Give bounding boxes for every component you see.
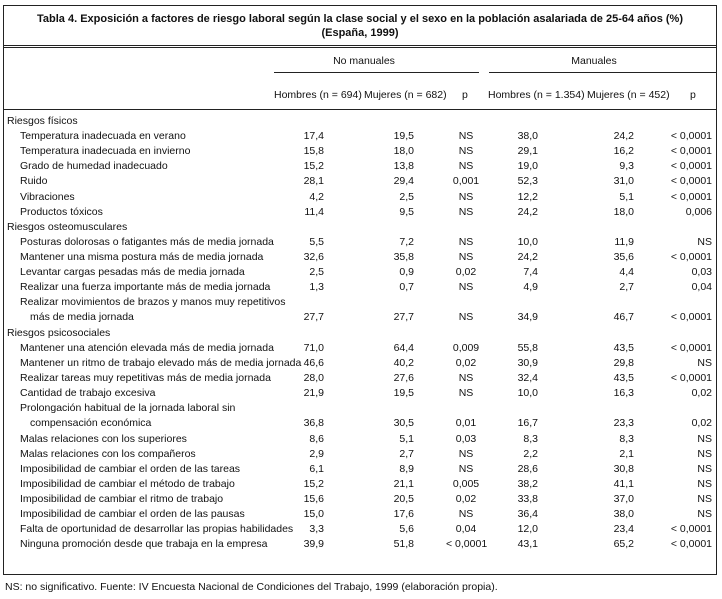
table-row <box>4 492 716 507</box>
col-header-hombres-m: Hombres (n = 1.354) <box>488 89 585 101</box>
row-label <box>20 401 235 431</box>
cell-p-m: NS <box>697 462 712 475</box>
cell-p-m: < 0,0001 <box>670 311 712 324</box>
cell-p-m: < 0,0001 <box>670 523 712 536</box>
row-label <box>20 205 103 220</box>
cell-hombres-nm: 46,6 <box>303 356 324 369</box>
cell-hombres-nm: 4,2 <box>309 190 324 203</box>
row-label-line-2: más de media jornada <box>30 311 134 324</box>
cell-p-m: 0,02 <box>691 417 712 430</box>
cell-mujeres-nm: 51,8 <box>393 538 414 551</box>
row-label-line: Mantener un ritmo de trabajo elevado más de media jornada <box>20 356 302 369</box>
group-underline-no-manuales <box>274 72 479 73</box>
table-row <box>4 371 716 386</box>
cell-hombres-m: 28,6 <box>517 462 538 475</box>
cell-hombres-m: 8,3 <box>523 432 538 445</box>
cell-hombres-m: 52,3 <box>517 175 538 188</box>
cell-p-m: NS <box>697 447 712 460</box>
table-row <box>4 265 716 280</box>
row-label <box>20 129 186 144</box>
row-label <box>20 432 187 447</box>
cell-mujeres-nm: 2,5 <box>399 190 414 203</box>
divider-title-double <box>4 47 716 48</box>
row-label <box>20 159 168 174</box>
cell-p-nm: 0,02 <box>455 266 477 278</box>
cell-hombres-nm: 39,9 <box>303 538 324 551</box>
table-row <box>4 159 716 174</box>
cell-p-nm: 0,02 <box>455 493 477 506</box>
row-label <box>20 537 268 552</box>
cell-hombres-m: 34,9 <box>517 311 538 324</box>
cell-hombres-m: 16,7 <box>517 417 538 430</box>
group-header-no-manuales: No manuales <box>333 55 395 67</box>
cell-mujeres-m: 16,2 <box>613 145 634 158</box>
row-label <box>20 477 235 492</box>
cell-p-m: NS <box>697 356 712 369</box>
cell-p-m: < 0,0001 <box>670 372 712 384</box>
cell-hombres-m: 38,0 <box>517 130 538 143</box>
cell-hombres-nm: 2,9 <box>309 447 324 460</box>
cell-p-m: NS <box>697 508 712 521</box>
cell-mujeres-nm: 29,4 <box>393 175 414 188</box>
cell-hombres-m: 30,9 <box>517 356 538 369</box>
cell-mujeres-m: 43,5 <box>613 372 634 384</box>
table-row <box>4 432 716 447</box>
cell-mujeres-nm: 8,9 <box>399 462 414 475</box>
cell-p-nm: NS <box>458 160 474 173</box>
row-label-line-2: compensación económica <box>30 417 152 430</box>
cell-p-m: < 0,0001 <box>670 175 712 188</box>
cell-p-nm: 0,04 <box>455 523 477 536</box>
row-label-line: Imposibilidad de cambiar el método de trabajo <box>20 478 235 490</box>
row-label-line: Riesgos osteomusculares <box>7 220 128 233</box>
section-header <box>4 220 716 235</box>
title-line-1: Tabla 4. Exposición a factores de riesgo laboral según la clase social y el sexo en la población asalariada de 25-64 años (%) <box>37 13 683 25</box>
cell-hombres-m: 24,2 <box>517 250 538 263</box>
cell-hombres-m: 29,1 <box>517 145 538 158</box>
cell-p-nm: NS <box>458 447 474 460</box>
cell-hombres-m: 38,2 <box>517 478 538 490</box>
cell-hombres-nm: 3,3 <box>309 523 324 536</box>
cell-mujeres-nm: 2,7 <box>399 447 414 460</box>
row-label-line: Malas relaciones con los compañeros <box>20 447 196 460</box>
cell-p-m: NS <box>697 493 712 506</box>
cell-p-m: NS <box>697 235 712 248</box>
row-label <box>20 250 263 265</box>
section-label <box>7 220 127 235</box>
table-row <box>4 537 716 552</box>
table-frame <box>3 5 717 575</box>
row-label-line: Imposibilidad de cambiar el ritmo de trabajo <box>20 493 224 506</box>
cell-p-nm: 0,009 <box>452 341 480 354</box>
cell-mujeres-m: 37,0 <box>613 493 634 506</box>
cell-p-m: NS <box>697 432 712 445</box>
col-header-hombres-nm: Hombres (n = 694) <box>274 89 362 101</box>
row-label <box>20 492 223 507</box>
section-header <box>4 326 716 341</box>
cell-hombres-m: 55,8 <box>517 341 538 354</box>
cell-p-nm: NS <box>458 387 474 400</box>
cell-hombres-nm: 6,1 <box>309 462 324 475</box>
cell-mujeres-nm: 21,1 <box>393 478 414 490</box>
row-label-line: Posturas dolorosas o fatigantes más de media jornada <box>20 235 274 248</box>
cell-mujeres-m: 11,9 <box>614 235 634 248</box>
cell-hombres-nm: 21,9 <box>303 387 324 400</box>
cell-mujeres-m: 24,2 <box>613 130 634 143</box>
table-row <box>4 447 716 462</box>
cell-hombres-nm: 1,3 <box>309 281 324 294</box>
cell-p-nm: NS <box>458 462 474 475</box>
row-label-line: Cantidad de trabajo excesiva <box>20 387 156 400</box>
row-label <box>20 447 196 462</box>
cell-mujeres-m: 31,0 <box>613 175 634 188</box>
group-underline-manuales <box>489 72 716 73</box>
cell-hombres-nm: 32,6 <box>303 250 324 263</box>
cell-hombres-m: 12,2 <box>517 190 538 203</box>
row-label-line: Realizar movimientos de brazos y manos muy repetitivos <box>20 296 286 309</box>
cell-mujeres-m: 41,1 <box>613 478 634 490</box>
title-line-2: (España, 1999) <box>321 27 399 39</box>
cell-mujeres-m: 5,1 <box>619 190 634 203</box>
cell-mujeres-nm: 27,6 <box>393 372 414 384</box>
col-header-mujeres-nm: Mujeres (n = 682) <box>364 89 447 101</box>
cell-hombres-m: 33,8 <box>517 493 538 506</box>
cell-hombres-m: 10,0 <box>517 387 538 400</box>
cell-p-m: < 0,0001 <box>670 538 712 551</box>
table-row <box>4 462 716 477</box>
row-label <box>20 341 274 356</box>
cell-mujeres-nm: 0,9 <box>399 266 414 278</box>
cell-p-nm: NS <box>458 130 474 143</box>
row-label <box>20 462 240 477</box>
cell-mujeres-nm: 30,5 <box>393 417 414 430</box>
cell-hombres-nm: 71,0 <box>303 341 324 354</box>
cell-mujeres-nm: 5,6 <box>399 523 414 536</box>
row-label-line: Ruido <box>20 175 48 188</box>
col-header-mujeres-m: Mujeres (n = 452) <box>587 89 670 101</box>
row-label <box>20 190 75 205</box>
row-label-line: Mantener una misma postura más de media jornada <box>20 250 264 263</box>
cell-hombres-nm: 27,7 <box>303 311 324 324</box>
cell-p-m: < 0,0001 <box>670 130 712 143</box>
footnote: NS: no significativo. Fuente: IV Encuesta Nacional de Condiciones del Trabajo, 1999 (elaboración propia). <box>5 581 498 593</box>
table-row <box>4 280 716 295</box>
cell-mujeres-m: 46,7 <box>613 311 634 324</box>
cell-p-nm: NS <box>458 235 474 248</box>
cell-p-m: < 0,0001 <box>670 341 712 354</box>
cell-hombres-m: 43,1 <box>517 538 538 551</box>
cell-mujeres-nm: 20,5 <box>393 493 414 506</box>
cell-hombres-nm: 36,8 <box>303 417 324 430</box>
cell-mujeres-m: 8,3 <box>619 432 634 445</box>
cell-hombres-m: 7,4 <box>523 266 538 278</box>
cell-hombres-m: 36,4 <box>517 508 538 521</box>
cell-hombres-m: 2,2 <box>523 447 538 460</box>
cell-mujeres-nm: 0,7 <box>399 281 414 294</box>
table-row <box>4 144 716 159</box>
cell-p-m: NS <box>697 478 712 490</box>
cell-hombres-nm: 15,8 <box>303 145 324 158</box>
cell-mujeres-m: 23,4 <box>613 523 634 536</box>
table-row <box>4 477 716 492</box>
row-label <box>20 507 245 522</box>
table-row <box>4 507 716 522</box>
cell-mujeres-m: 35,6 <box>613 250 634 263</box>
col-header-p-nm: p <box>462 89 468 101</box>
divider-header <box>4 109 716 110</box>
row-label <box>20 144 190 159</box>
row-label <box>20 356 301 371</box>
cell-p-nm: NS <box>458 145 474 158</box>
row-label-line: Prolongación habitual de la jornada laboral sin <box>20 402 236 415</box>
table-row <box>4 386 716 401</box>
cell-hombres-nm: 17,4 <box>303 130 324 143</box>
table-row <box>4 341 716 356</box>
cell-mujeres-nm: 19,5 <box>393 130 414 143</box>
table-row <box>4 129 716 144</box>
row-label <box>20 522 293 537</box>
cell-p-nm: NS <box>458 281 474 294</box>
cell-mujeres-nm: 17,6 <box>393 508 414 521</box>
cell-mujeres-nm: 9,5 <box>399 205 414 218</box>
row-label-line: Levantar cargas pesadas más de media jornada <box>20 266 245 278</box>
cell-mujeres-m: 23,3 <box>613 417 634 430</box>
cell-mujeres-m: 29,8 <box>613 356 634 369</box>
cell-mujeres-m: 2,7 <box>619 281 634 294</box>
cell-p-nm: 0,001 <box>452 175 480 188</box>
row-label-line: Realizar tareas muy repetitivas más de media jornada <box>20 372 271 384</box>
cell-p-nm: NS <box>458 190 474 203</box>
cell-mujeres-m: 18,0 <box>613 205 634 218</box>
cell-hombres-nm: 15,2 <box>303 478 324 490</box>
cell-hombres-m: 4,9 <box>523 281 538 294</box>
row-label <box>20 371 271 386</box>
cell-p-m: < 0,0001 <box>670 160 712 173</box>
cell-p-m: < 0,0001 <box>670 190 712 203</box>
cell-mujeres-m: 2,1 <box>619 447 634 460</box>
row-label-line: Temperatura inadecuada en invierno <box>20 145 191 158</box>
cell-mujeres-nm: 40,2 <box>393 356 414 369</box>
cell-mujeres-m: 30,8 <box>613 462 634 475</box>
cell-hombres-nm: 2,5 <box>309 266 324 278</box>
row-label-line: Falta de oportunidad de desarrollar las propias habilidades <box>20 523 294 536</box>
row-label-line: Imposibilidad de cambiar el orden de las pausas <box>20 508 245 521</box>
col-header-p-m: p <box>690 89 696 101</box>
row-label-line: Mantener una atención elevada más de media jornada <box>20 341 274 354</box>
cell-p-nm: NS <box>458 372 474 384</box>
cell-p-m: 0,03 <box>691 266 712 278</box>
cell-p-nm: 0,03 <box>455 432 477 445</box>
cell-mujeres-nm: 19,5 <box>393 387 414 400</box>
cell-p-nm: 0,01 <box>455 417 477 430</box>
cell-mujeres-m: 38,0 <box>613 508 634 521</box>
row-label-line: Malas relaciones con los superiores <box>20 432 187 445</box>
row-label-line: Realizar una fuerza importante más de media jornada <box>20 281 271 294</box>
cell-hombres-nm: 5,5 <box>309 235 324 248</box>
cell-p-m: < 0,0001 <box>670 145 712 158</box>
cell-hombres-nm: 8,6 <box>309 432 324 445</box>
table-row <box>4 250 716 265</box>
cell-p-nm: NS <box>458 250 474 263</box>
cell-mujeres-m: 9,3 <box>619 160 634 173</box>
cell-mujeres-m: 16,3 <box>613 387 634 400</box>
row-label-line: Temperatura inadecuada en verano <box>20 130 186 143</box>
table-row <box>4 190 716 205</box>
table-row <box>4 205 716 220</box>
table-row <box>4 356 716 371</box>
row-label <box>20 280 270 295</box>
section-header <box>4 114 716 129</box>
cell-mujeres-nm: 27,7 <box>393 311 414 324</box>
cell-hombres-nm: 11,4 <box>304 205 324 218</box>
cell-p-nm: 0,005 <box>452 478 480 490</box>
table-row <box>4 401 716 431</box>
cell-hombres-m: 10,0 <box>517 235 538 248</box>
row-label-line: Grado de humedad inadecuado <box>20 160 168 173</box>
table-row <box>4 174 716 189</box>
cell-mujeres-nm: 18,0 <box>393 145 414 158</box>
row-label <box>20 386 155 401</box>
row-label <box>20 174 47 189</box>
table-title <box>4 12 716 40</box>
cell-p-m: 0,02 <box>691 387 712 400</box>
row-label <box>20 295 286 325</box>
cell-hombres-m: 32,4 <box>517 372 538 384</box>
row-label-line: Riesgos psicosociales <box>7 326 111 339</box>
cell-p-nm: < 0,0001 <box>446 538 488 551</box>
table-row <box>4 235 716 250</box>
cell-hombres-nm: 28,1 <box>303 175 324 188</box>
divider-title <box>4 45 716 46</box>
cell-mujeres-m: 43,5 <box>613 341 634 354</box>
cell-mujeres-nm: 13,8 <box>393 160 414 173</box>
row-label-line: Vibraciones <box>20 190 75 203</box>
cell-p-nm: NS <box>458 205 474 218</box>
row-label-line: Productos tóxicos <box>20 205 103 218</box>
cell-mujeres-nm: 5,1 <box>399 432 414 445</box>
table-row <box>4 295 716 325</box>
row-label-line: Imposibilidad de cambiar el orden de las tareas <box>20 462 241 475</box>
cell-p-m: < 0,0001 <box>670 250 712 263</box>
cell-mujeres-m: 4,4 <box>619 266 634 278</box>
cell-mujeres-nm: 64,4 <box>393 341 414 354</box>
cell-hombres-nm: 15,6 <box>303 493 324 506</box>
table-row <box>4 522 716 537</box>
row-label-line: Ninguna promoción desde que trabaja en la empresa <box>20 538 268 551</box>
row-label <box>20 265 245 280</box>
section-label <box>7 114 78 129</box>
cell-mujeres-nm: 35,8 <box>393 250 414 263</box>
cell-mujeres-m: 65,2 <box>613 538 634 551</box>
cell-p-m: 0,04 <box>691 281 712 294</box>
row-label <box>20 235 274 250</box>
cell-p-nm: NS <box>458 508 474 521</box>
cell-p-nm: 0,02 <box>455 356 477 369</box>
cell-hombres-nm: 15,0 <box>303 508 324 521</box>
cell-hombres-nm: 28,0 <box>303 372 324 384</box>
group-header-manuales: Manuales <box>571 55 617 67</box>
row-label-line: Riesgos físicos <box>7 115 78 127</box>
section-label <box>7 326 110 341</box>
cell-hombres-m: 24,2 <box>517 205 538 218</box>
cell-hombres-m: 12,0 <box>517 523 538 536</box>
cell-p-nm: NS <box>458 311 474 324</box>
cell-hombres-m: 19,0 <box>517 160 538 173</box>
cell-mujeres-nm: 7,2 <box>399 235 414 248</box>
cell-hombres-nm: 15,2 <box>303 160 324 173</box>
cell-p-m: 0,006 <box>685 205 712 218</box>
